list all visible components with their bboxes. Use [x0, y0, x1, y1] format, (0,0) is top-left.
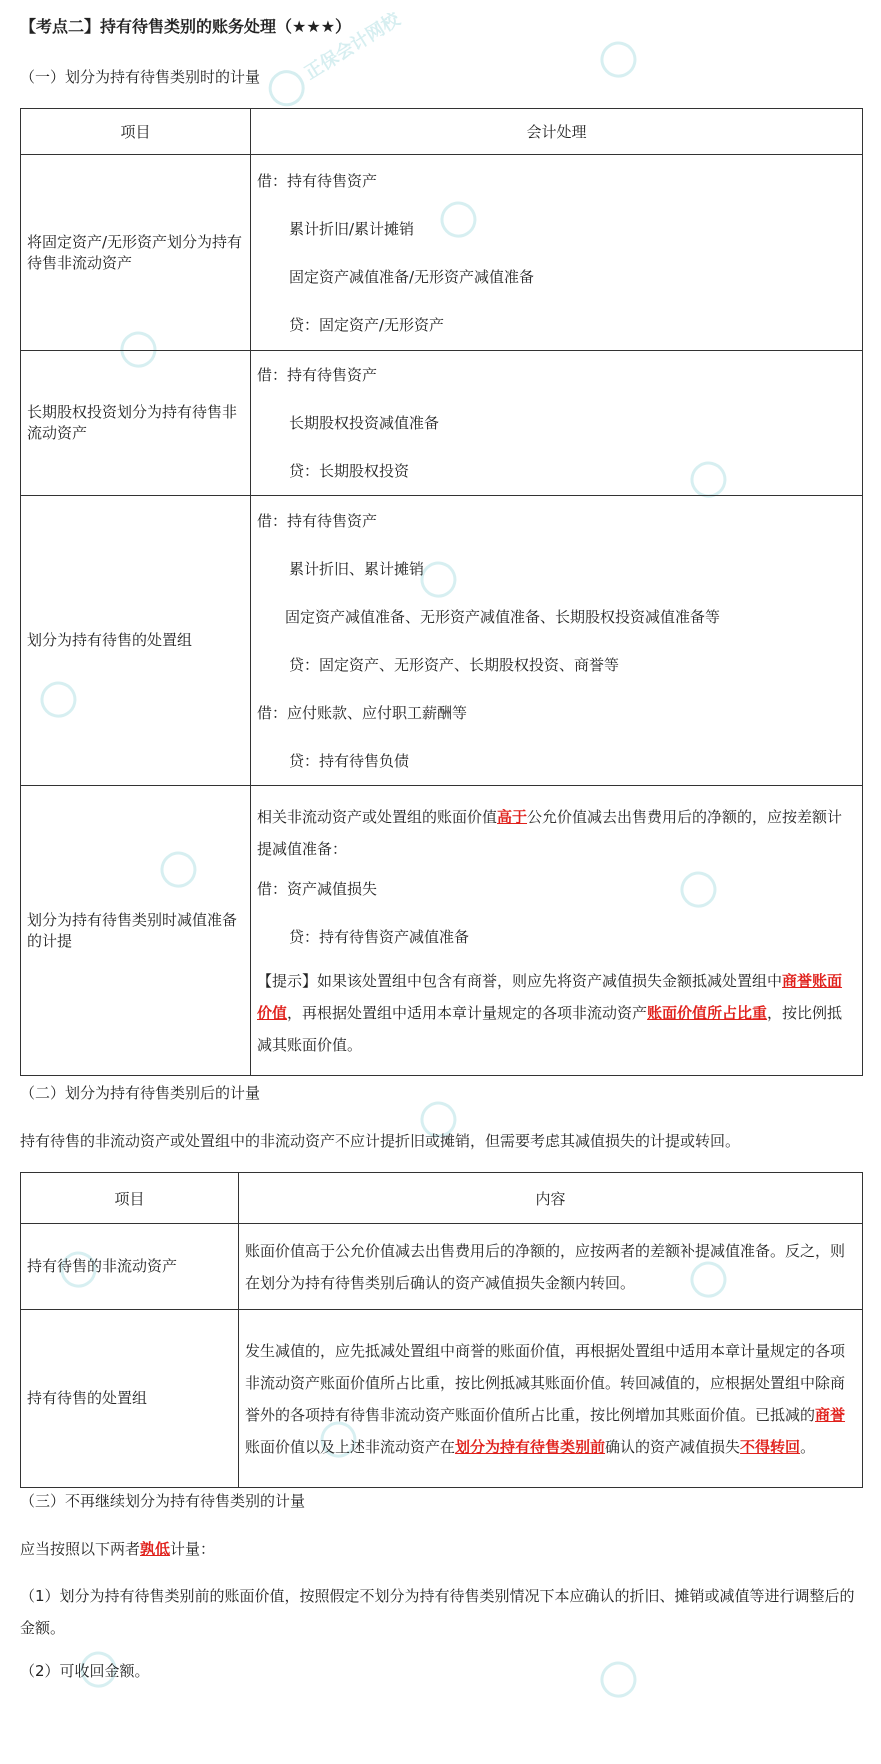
watermark [594, 1652, 649, 1705]
highlight-goodwill: 商誉 [815, 1405, 846, 1424]
table-row [21, 496, 863, 786]
header-treatment: 会计处理 [251, 109, 863, 155]
highlight-book-value-proportion: 账面价值所占比重 [647, 1003, 768, 1022]
highlight-higher: 高于 [497, 807, 528, 826]
table-row [21, 1224, 863, 1310]
row-item: 将固定资产/无形资产划分为持有待售非流动资产 [21, 155, 251, 351]
table-row [21, 155, 863, 351]
row-item: 持有待售的处置组 [21, 1310, 239, 1488]
section1-heading: （一）划分为持有待售类别时的计量 [20, 68, 261, 86]
table-row [21, 1310, 863, 1488]
watermark-logo-icon [594, 1655, 644, 1705]
section3-item-1: （1）划分为持有待售类别前的账面价值，按照假定不划分为持有待售类别情况下本应确认的折旧、摊销或减值等进行调整后的金额。 [20, 1587, 855, 1637]
row-item: 划分为持有待售类别时减值准备的计提 [21, 786, 251, 1076]
tip-paragraph: 【提示】如果该处置组中包含有商誉，则应先将资产减值损失金额抵减处置组中商誉账面价值，再根据处置组中适用本章计量规定的各项非流动资产账面价值所占比重，按比例抵减其账面价值。 [257, 971, 843, 1054]
row-treatment: 借：持有待售资产 累计折旧/累计摊销 固定资产减值准备/无形资产减值准备 贷：固定资产/无形资产 [251, 155, 863, 351]
section2-heading: （二）划分为持有待售类别后的计量 [20, 1084, 261, 1102]
row-treatment: 借：持有待售资产 累计折旧、累计摊销 固定资产减值准备、无形资产减值准备、长期股权投资减值准备等 贷：固定资产、无形资产、长期股权投资、商誉等 借：应付账款、应付职工薪酬等 贷：持有待售负债 [251, 496, 863, 786]
watermark: 正保会计网校 [262, 3, 408, 113]
header-item: 项目 [21, 1173, 239, 1224]
impairment-paragraph: 相关非流动资产或处置组的账面价值高于公允价值减去出售费用后的净额的，应按差额计提减值准备： [257, 807, 843, 858]
watermark [594, 32, 649, 85]
row-item: 长期股权投资划分为持有待售非流动资产 [21, 351, 251, 496]
header-content: 内容 [239, 1173, 863, 1224]
table-row [21, 786, 863, 1076]
row-item: 持有待售的非流动资产 [21, 1224, 239, 1310]
table-row [21, 351, 863, 496]
header-item: 项目 [21, 109, 251, 155]
row-treatment: 相关非流动资产或处置组的账面价值高于公允价值减去出售费用后的净额的，应按差额计提减值准备： 借：资产减值损失 贷：持有待售资产减值准备 【提示】如果该处置组中包含有商誉，则应先将资产减值损失金额抵减处置组中商誉账面价值，再根据处置组中适用本章计量规定的各项非流动资产账面价值所占比重，按比例抵减其账面价值。 [251, 786, 863, 1076]
highlight-goodwill-book-value: 商誉账面价值 [257, 971, 843, 1022]
table-header-row [21, 1173, 863, 1224]
row-content: 账面价值高于公允价值减去出售费用后的净额的，应按两者的差额补提减值准备。反之，则在划分为持有待售类别后确认的资产减值损失金额内转回。 [239, 1224, 863, 1310]
section2-intro: 持有待售的非流动资产或处置组中的非流动资产不应计提折旧或摊销，但需要考虑其减值损失的计提或转回。 [20, 1132, 741, 1150]
page-title: 【考点二】持有待售类别的账务处理（★★★） [20, 17, 352, 36]
section1-table [20, 108, 863, 1076]
highlight-not-reversed: 不得转回 [740, 1437, 801, 1456]
watermark-logo-icon [594, 35, 644, 85]
highlight-lower-of: 孰低 [140, 1540, 171, 1558]
section3-item-2: （2）可收回金额。 [20, 1662, 150, 1680]
row-treatment: 借：持有待售资产 长期股权投资减值准备 贷：长期股权投资 [251, 351, 863, 496]
section3-intro: 应当按照以下两者孰低计量： [20, 1540, 216, 1558]
row-content: 发生减值的，应先抵减处置组中商誉的账面价值，再根据处置组中适用本章计量规定的各项非流动资产账面价值所占比重，按比例抵减其账面价值。转回减值的，应根据处置组中除商誉外的各项持有待售非流动资产账面价值所占比重，按比例增加其账面价值。已抵减的商誉账面价值以及上述非流动资产在划分为持有待售类别前确认的资产减值损失不得转回。 [239, 1310, 863, 1488]
watermark-logo-icon [262, 63, 312, 113]
section3-heading: （三）不再继续划分为持有待售类别的计量 [20, 1492, 306, 1510]
row-item: 划分为持有待售的处置组 [21, 496, 251, 786]
section2-table [20, 1172, 863, 1488]
table-header-row [21, 109, 863, 155]
highlight-before-classification: 划分为持有待售类别前 [455, 1437, 606, 1456]
